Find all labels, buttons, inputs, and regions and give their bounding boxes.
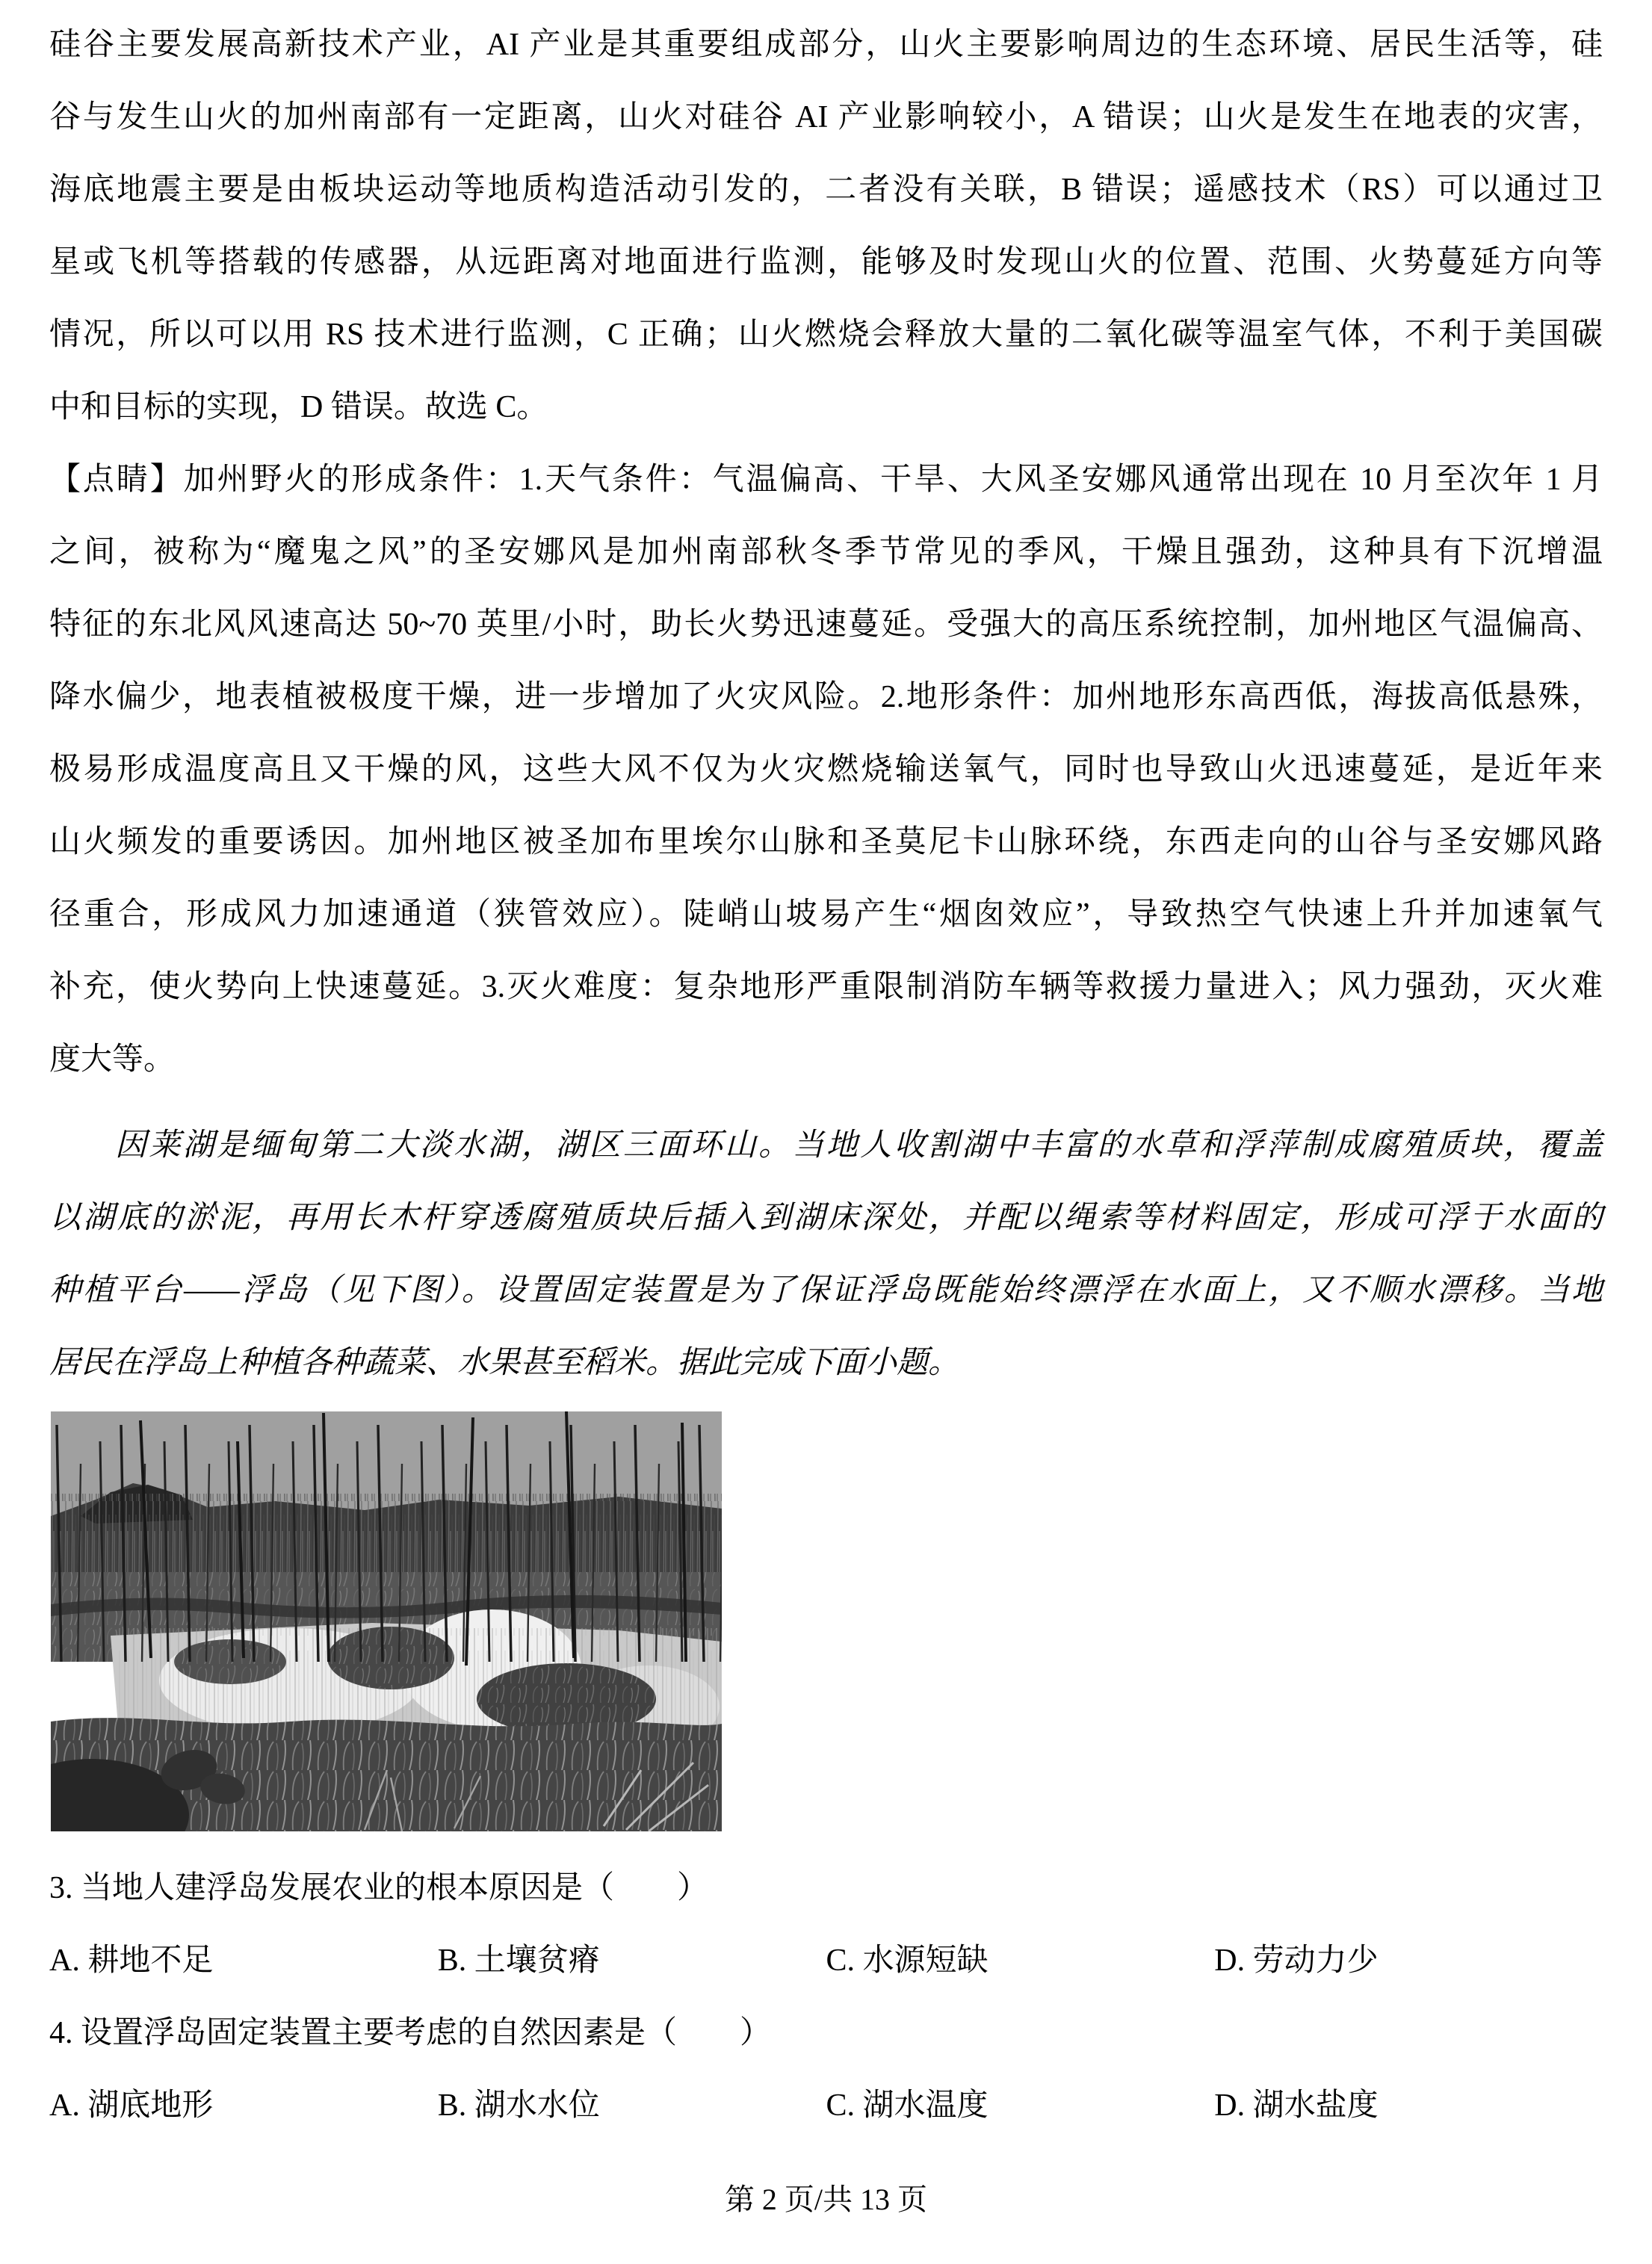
question-3-option-c: C. 水源短缺 bbox=[826, 1943, 989, 1978]
tips-paragraph bbox=[49, 444, 1603, 1096]
question-3-option-d: D. 劳动力少 bbox=[1214, 1943, 1379, 1978]
tips-line: 径重合，形成风力加速通道（狭管效应）。陡峭山坡易产生“烟囱效应”，导致热空气快速上升并加速氧气 bbox=[49, 897, 1603, 932]
tips-line: 度大等。 bbox=[49, 1042, 176, 1077]
question-4-option-a: A. 湖底地形 bbox=[49, 2088, 214, 2123]
analysis-paragraph bbox=[49, 9, 1603, 444]
question-4-stem: 4. 设置浮岛固定装置主要考虑的自然因素是（ ） bbox=[49, 2016, 772, 2050]
material-line: 因莱湖是缅甸第二大淡水湖，湖区三面环山。当地人收割湖中丰富的水草和浮萍制成腐殖质块，覆盖 bbox=[115, 1128, 1603, 1163]
question-4-options bbox=[49, 2070, 1603, 2142]
question-4-option-d: D. 湖水盐度 bbox=[1214, 2088, 1379, 2123]
floating-garden-photo bbox=[51, 1411, 722, 1831]
page-number-footer: 第 2 页/共 13 页 bbox=[724, 2183, 928, 2216]
analysis-line: 中和目标的实现，D 错误。故选 C。 bbox=[49, 390, 548, 424]
tips-line: 特征的东北风风速高达 50~70 英里/小时，助长火势迅速蔓延。受强大的高压系统控制，加州地区气温偏高、 bbox=[49, 607, 1603, 642]
material-paragraph bbox=[49, 1110, 1603, 1399]
analysis-line: 星或飞机等搭载的传感器，从远距离对地面进行监测，能够及时发现山火的位置、范围、火势蔓延方向等 bbox=[49, 245, 1603, 279]
question-3-option-b: B. 土壤贫瘠 bbox=[437, 1943, 600, 1978]
analysis-line: 情况，所以可以用 RS 技术进行监测，C 正确；山火燃烧会释放大量的二氧化碳等温室气体，不利于美国碳 bbox=[49, 318, 1603, 352]
tips-line: 山火频发的重要诱因。加州地区被圣加布里埃尔山脉和圣莫尼卡山脉环绕，东西走向的山谷与圣安娜风路 bbox=[49, 825, 1603, 859]
analysis-line: 谷与发生山火的加州南部有一定距离，山火对硅谷 AI 产业影响较小，A 错误；山火是发生在地表的灾害， bbox=[49, 100, 1603, 134]
analysis-line: 硅谷主要发展高新技术产业，AI 产业是其重要组成部分，山火主要影响周边的生态环境、居民生活等，硅 bbox=[49, 28, 1603, 62]
question-3-stem: 3. 当地人建浮岛发展农业的根本原因是（ ） bbox=[49, 1871, 709, 1905]
tips-line: 【点睛】加州野火的形成条件：1.天气条件：气温偏高、干旱、大风圣安娜风通常出现在 10 月至次年 1 月 bbox=[49, 463, 1603, 497]
question-4-option-c: C. 湖水温度 bbox=[826, 2088, 989, 2123]
analysis-line: 海底地震主要是由板块运动等地质构造活动引发的，二者没有关联，B 错误；遥感技术（RS）可以通过卫 bbox=[49, 173, 1603, 207]
material-line: 居民在浮岛上种植各种蔬菜、水果甚至稻米。据此完成下面小题。 bbox=[49, 1346, 960, 1380]
material-line: 以湖底的淤泥，再用长木杆穿透腐殖质块后插入到湖床深处，并配以绳索等材料固定，形成可浮于水面的 bbox=[49, 1201, 1603, 1235]
tips-line: 降水偏少，地表植被极度干燥，进一步增加了火灾风险。2.地形条件：加州地形东高西低，海拔高低悬殊， bbox=[49, 680, 1603, 714]
material-line: 种植平台——浮岛（见下图）。设置固定装置是为了保证浮岛既能始终漂浮在水面上，又不顺水漂移。当地 bbox=[49, 1273, 1603, 1308]
tips-line: 之间，被称为“魔鬼之风”的圣安娜风是加州南部秋冬季节常见的季风，干燥且强劲，这种具有下沉增温 bbox=[49, 535, 1603, 569]
question-4-option-b: B. 湖水水位 bbox=[437, 2088, 600, 2123]
tips-line: 极易形成温度高且又干燥的风，这些大风不仅为火灾燃烧输送氧气，同时也导致山火迅速蔓延，是近年来 bbox=[49, 752, 1603, 787]
question-3-options bbox=[49, 1925, 1603, 1997]
tips-line: 补充，使火势向上快速蔓延。3.灭火难度：复杂地形严重限制消防车辆等救援力量进入；风力强劲，灭火难 bbox=[49, 970, 1603, 1004]
question-3-option-a: A. 耕地不足 bbox=[49, 1943, 214, 1978]
